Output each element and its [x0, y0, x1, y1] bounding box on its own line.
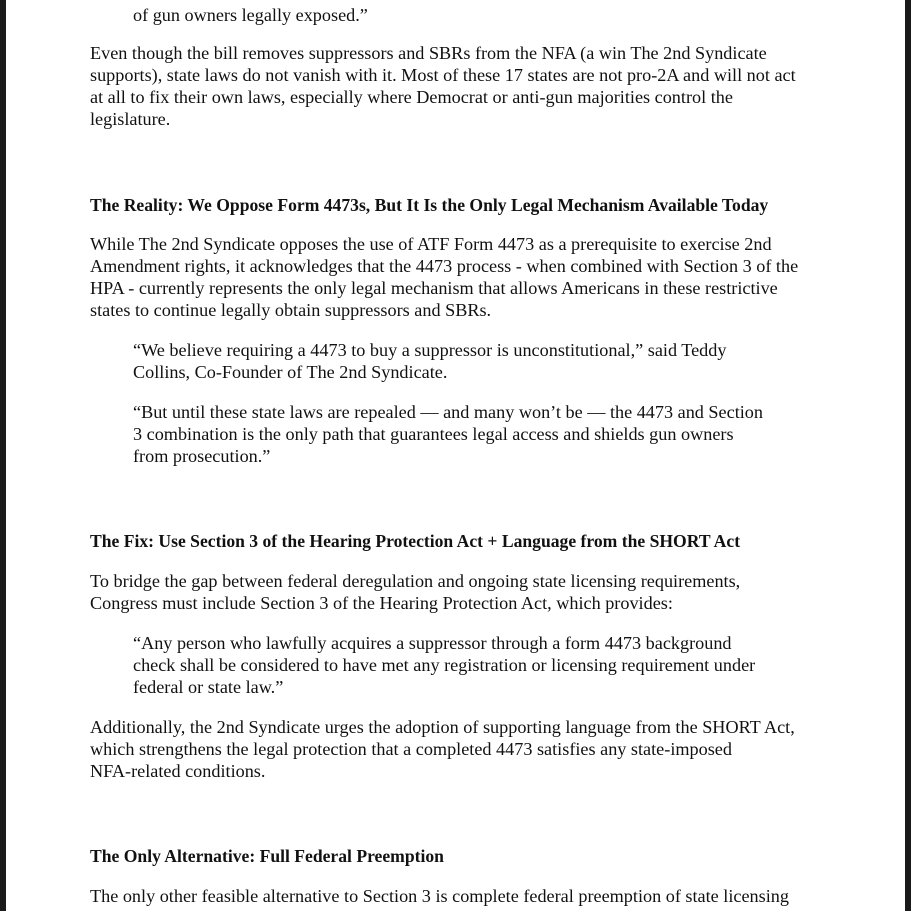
alternative-paragraph — [90, 885, 789, 907]
quote-line: federal or state law.” — [133, 677, 284, 697]
paragraph-line: at all to fix their own laws, especially where Democrat or anti-gun majorities control the — [90, 87, 733, 107]
paragraph-line: which strengthens the legal protection that a completed 4473 satisfies any state-imposed — [90, 739, 732, 759]
section-heading-alternative: The Only Alternative: Full Federal Preemption — [90, 846, 444, 866]
paragraph-line: The only other feasible alternative to Section 3 is complete federal preemption of state licensing — [90, 886, 789, 906]
quote-line: 3 combination is the only path that guarantees legal access and shields gun owners — [133, 424, 734, 444]
quote-tail: of gun owners legally exposed.” — [133, 5, 368, 25]
quote-line: check shall be considered to have met any registration or licensing requirement under — [133, 655, 756, 675]
section-heading-fix: The Fix: Use Section 3 of the Hearing Protection Act + Language from the SHORT Act — [90, 531, 741, 551]
paragraph-line: Amendment rights, it acknowledges that the 4473 process - when combined with Section 3 of the — [90, 256, 799, 276]
section3-quote — [133, 632, 755, 698]
paragraph-line: states to continue legally obtain suppressors and SBRs. — [90, 300, 492, 320]
collins-quote-1 — [133, 339, 726, 383]
quote-line: from prosecution.” — [133, 446, 271, 466]
paragraph-line: To bridge the gap between federal deregulation and ongoing state licensing requirements, — [90, 571, 741, 591]
quote-line: Collins, Co-Founder of The 2nd Syndicate. — [133, 362, 448, 382]
quote-line: “We believe requiring a 4473 to buy a suppressor is unconstitutional,” said Teddy — [133, 340, 727, 360]
short-act-paragraph — [90, 716, 795, 782]
paragraph-line: legislature. — [90, 109, 171, 129]
paragraph-line: supports), state laws do not vanish with it. Most of these 17 states are not pro-2A and will not act — [90, 65, 796, 85]
fix-paragraph — [90, 570, 740, 614]
paragraph-line: Even though the bill removes suppressors and SBRs from the NFA (a win The 2nd Syndicate — [90, 43, 767, 63]
paragraph-line: NFA-related conditions. — [90, 761, 266, 781]
intro-paragraph — [90, 42, 796, 130]
collins-quote-2 — [133, 401, 763, 467]
reality-paragraph — [90, 233, 798, 321]
paragraph-line: While The 2nd Syndicate opposes the use of ATF Form 4473 as a prerequisite to exercise 2nd — [90, 234, 772, 254]
section-heading-reality: The Reality: We Oppose Form 4473s, But It Is the Only Legal Mechanism Available Today — [90, 195, 769, 215]
paragraph-line: Congress must include Section 3 of the Hearing Protection Act, which provides: — [90, 593, 673, 613]
paragraph-line: Additionally, the 2nd Syndicate urges the adoption of supporting language from the SHORT Act, — [90, 717, 795, 737]
quote-line: “Any person who lawfully acquires a suppressor through a form 4473 background — [133, 633, 732, 653]
quote-line: “But until these state laws are repealed — and many won’t be — the 4473 and Section — [133, 402, 763, 422]
paragraph-line: HPA - currently represents the only legal mechanism that allows Americans in these restrictive — [90, 278, 778, 298]
